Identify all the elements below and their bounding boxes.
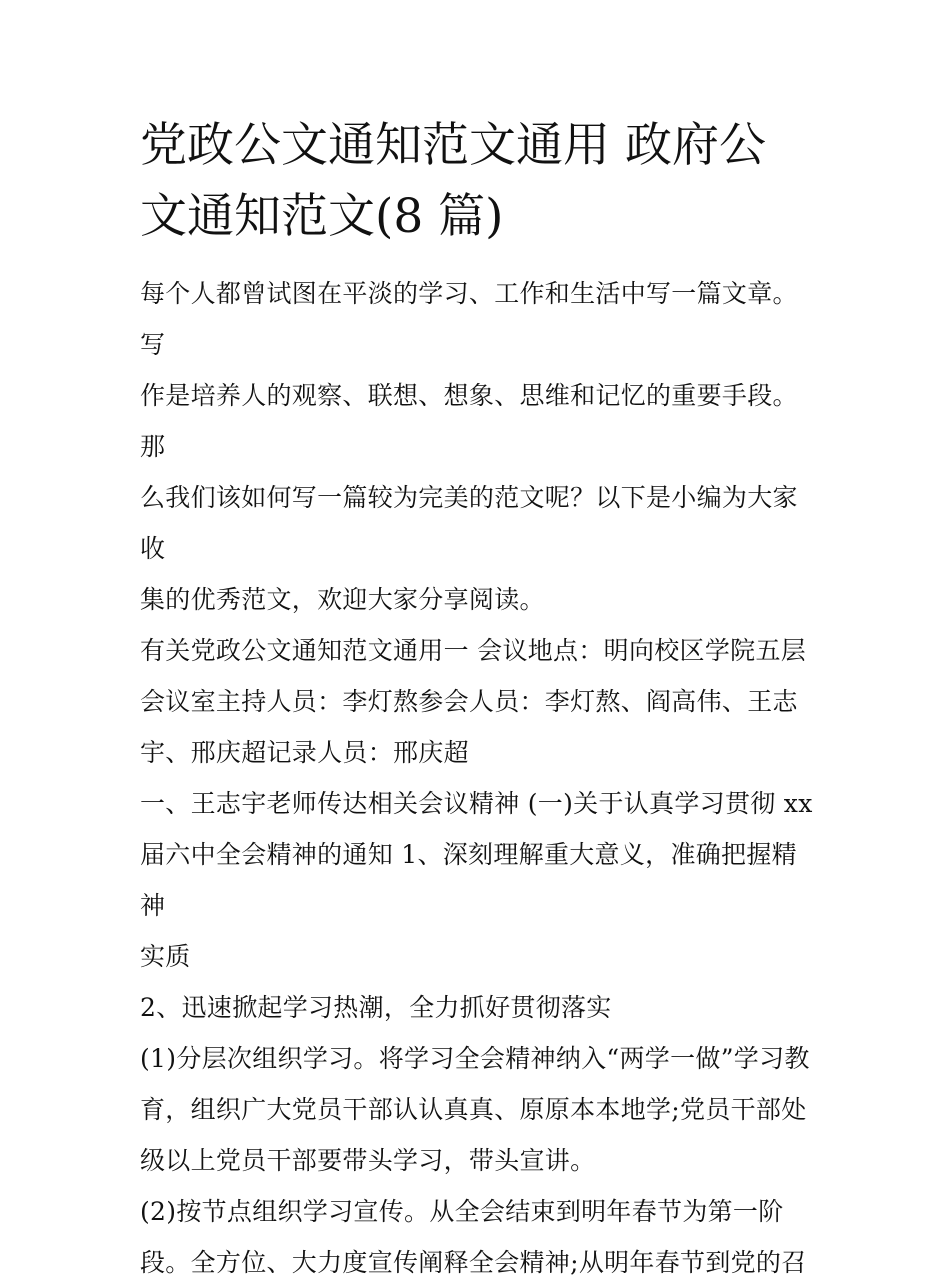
- body-line: 集的优秀范文，欢迎大家分享阅读。: [140, 585, 545, 614]
- document-title: [140, 110, 820, 252]
- body-line: 2、迅速掀起学习热潮，全力抓好贯彻落实: [140, 993, 612, 1022]
- body-line: 育，组织广大党员干部认认真真、原原本本地学;党员干部处: [140, 1095, 807, 1124]
- body-line: 有关党政公文通知范文通用一 会议地点：明向校区学院五层: [140, 636, 807, 665]
- body-line: 实质: [140, 942, 191, 971]
- body-line: 段。全方位、大力度宣传阐释全会精神;从明年春节到党的召: [140, 1248, 807, 1277]
- body-line: 一、王志宇老师传达相关会议精神 (一)关于认真学习贯彻 xx: [140, 789, 813, 818]
- body-line: 每个人都曾试图在平淡的学习、工作和生活中写一篇文章。写: [140, 279, 798, 359]
- body-line: 级以上党员干部要带头学习，带头宣讲。: [140, 1146, 596, 1175]
- body-line: 届六中全会精神的通知 1、深刻理解重大意义，准确把握精神: [140, 840, 797, 920]
- body-line: (1)分层次组织学习。将学习全会精神纳入“两学一做”学习教: [140, 1044, 810, 1073]
- title-line-2: 文通知范文(8 篇): [140, 189, 504, 244]
- document-page: [140, 110, 820, 1288]
- body-line: 宇、邢庆超记录人员：邢庆超: [140, 738, 469, 767]
- document-body: [140, 268, 820, 1288]
- body-line: (2)按节点组织学习宣传。从全会结束到明年春节为第一阶: [140, 1197, 784, 1226]
- body-line: 会议室主持人员：李灯熬参会人员：李灯熬、阎高伟、王志: [140, 687, 798, 716]
- body-line: 么我们该如何写一篇较为完美的范文呢？以下是小编为大家收: [140, 483, 798, 563]
- title-line-1: 党政公文通知范文通用 政府公: [140, 118, 766, 173]
- body-line: 作是培养人的观察、联想、想象、思维和记忆的重要手段。那: [140, 381, 798, 461]
